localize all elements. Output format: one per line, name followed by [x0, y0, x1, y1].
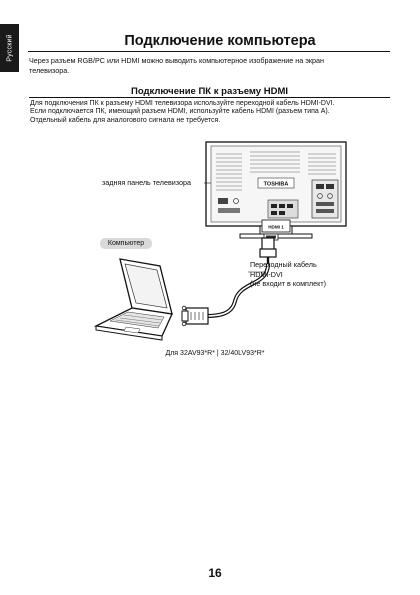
title-divider: [28, 51, 390, 52]
tv-brand-label: TOSHIBA: [263, 181, 289, 188]
section-body-line: Для подключения ПК к разъему HDMI телевизора используйте переходной кабель HDMI-DVI.: [30, 100, 335, 107]
cable-label-line: Переходный кабель: [250, 260, 317, 269]
section-divider: [29, 97, 390, 98]
cable-label-line: (не входит в комплект): [250, 279, 326, 288]
cable-label: [250, 260, 326, 289]
tv-rear-panel-label: задняя панель телевизора: [102, 178, 191, 187]
page-number: 16: [208, 566, 222, 580]
hdmi-port-label: HDMI 1: [268, 224, 284, 230]
section-body-line: Отдельный кабель для аналогового сигнала не требуется.: [30, 116, 221, 124]
section-heading: Подключение ПК к разъему HDMI: [130, 86, 289, 97]
computer-badge: Компьютер: [100, 238, 152, 249]
language-tab-label: Русский: [6, 34, 13, 62]
section-body-line: Если подключается ПК, имеющий разъем HDMI, используйте кабель HDMI (разъем типа A).: [30, 108, 330, 116]
section-body: [30, 100, 400, 125]
page-title: Подключение компьютера: [124, 33, 316, 49]
cable-label-line: HDMI-DVI: [250, 269, 283, 279]
model-note: Для 32AV93*R* | 32/40LV93*R*: [165, 350, 265, 357]
intro-paragraph: Через разъем RGB/PC или HDMI можно выводить компьютерное изображение на экран телевизора.: [29, 56, 325, 75]
laptop-illustration: [96, 259, 172, 340]
